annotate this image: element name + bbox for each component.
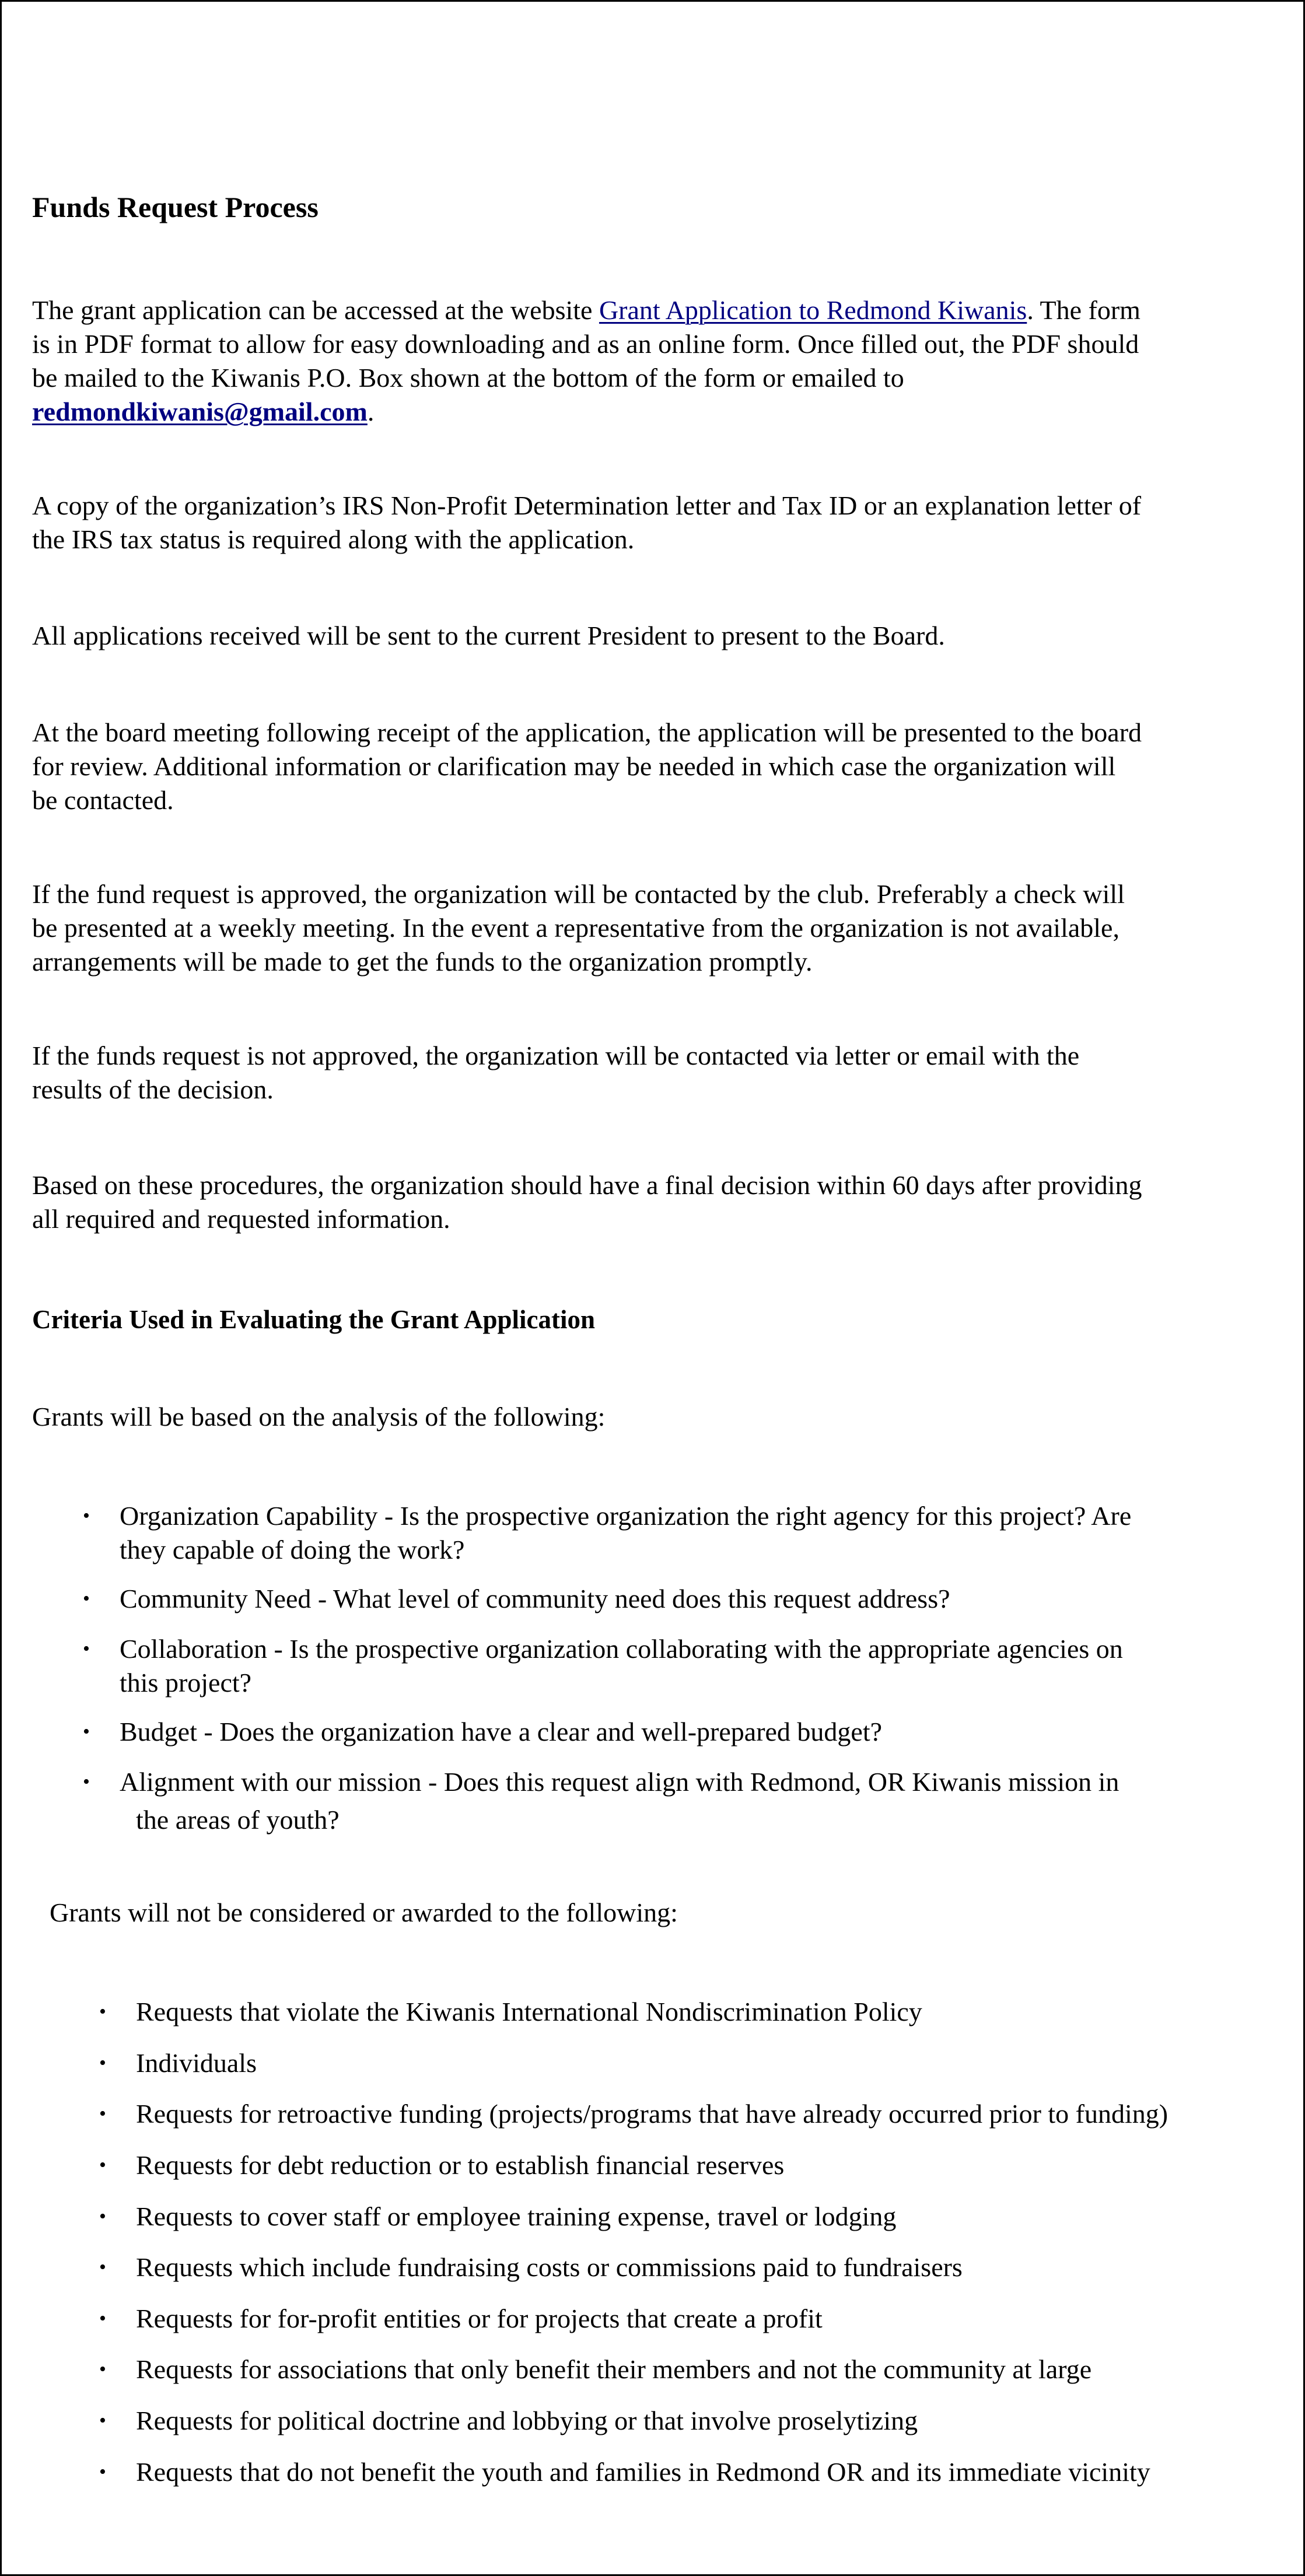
bullet-icon: • [99, 2461, 106, 2483]
paragraph-irs-letter [32, 489, 1141, 556]
bullet-icon: • [99, 2154, 106, 2176]
list-item-text: Requests for for-profit entities or for projects that create a profit [136, 2304, 823, 2333]
paragraph-line [32, 395, 1140, 429]
bullet-icon: • [83, 1505, 90, 1527]
bullet-icon: • [99, 2103, 106, 2124]
paragraph-line: If the funds request is not approved, the organization will be contacted via letter or email with the [32, 1041, 1080, 1070]
bullet-icon: • [99, 2001, 106, 2022]
list-item-text: Requests to cover staff or employee training expense, travel or lodging [136, 2202, 897, 2231]
paragraph-line: At the board meeting following receipt of the application, the application will be presented to the board [32, 718, 1142, 747]
paragraph-line: If the fund request is approved, the organization will be contacted by the club. Preferably a check will [32, 879, 1125, 909]
paragraph-line [32, 293, 1140, 327]
paragraph-line: arrangements will be made to get the funds to the organization promptly. [32, 947, 813, 977]
criteria-intro: Grants will be based on the analysis of the following: [32, 1402, 606, 1432]
paragraph-line: All applications received will be sent to the current President to present to the Board. [32, 621, 945, 650]
paragraph-line: results of the decision. [32, 1074, 274, 1104]
bullet-icon: • [99, 2308, 106, 2329]
list-item-text: they capable of doing the work? [120, 1535, 465, 1564]
list-item-text: Requests for associations that only benefit their members and not the community at large [136, 2354, 1092, 2384]
bullet-icon: • [99, 2358, 106, 2380]
list-item-text: Requests that violate the Kiwanis International Nondiscrimination Policy [136, 1997, 922, 2027]
bullet-icon: • [99, 2256, 106, 2278]
paragraph-not-approved [32, 1039, 1079, 1107]
paragraph-line: for review. Additional information or clarification may be needed in which case the organization will [32, 751, 1116, 781]
paragraph-line: Based on these procedures, the organization should have a final decision within 60 days after providing [32, 1170, 1142, 1200]
bullet-icon: • [99, 2410, 106, 2431]
bullet-icon: • [83, 1771, 90, 1793]
bullet-icon: • [83, 1638, 90, 1660]
paragraph-board-meeting [32, 716, 1142, 817]
paragraph-line: A copy of the organization’s IRS Non-Profit Determination letter and Tax ID or an explanation letter of [32, 491, 1142, 520]
paragraph-president [32, 619, 945, 653]
grant-application-link[interactable]: Grant Application to Redmond Kiwanis [599, 295, 1027, 325]
criteria-heading: Criteria Used in Evaluating the Grant Application [32, 1305, 596, 1334]
list-item-text: Requests which include fundraising costs or commissions paid to fundraisers [136, 2252, 963, 2282]
list-item-text: the areas of youth? [136, 1805, 340, 1835]
paragraph-grant-application [32, 293, 1140, 429]
text-segment: The grant application can be accessed at the website [32, 295, 599, 325]
list-item-text: this project? [120, 1668, 252, 1698]
list-item-text: Alignment with our mission - Does this request align with Redmond, OR Kiwanis mission in [120, 1767, 1119, 1797]
list-item-text: Requests for debt reduction or to establish financial reserves [136, 2150, 785, 2180]
bullet-icon: • [83, 1721, 90, 1742]
list-item-text: Budget - Does the organization have a clear and well-prepared budget? [120, 1717, 883, 1746]
email-link[interactable]: redmondkiwanis@gmail.com [32, 397, 368, 426]
list-item-text: Collaboration - Is the prospective organization collaborating with the appropriate agencies on [120, 1634, 1123, 1664]
list-item-text: Organization Capability - Is the prospective organization the right agency for this project? Are [120, 1501, 1132, 1531]
paragraph-line: be contacted. [32, 785, 174, 815]
list-item-text: Requests for retroactive funding (projects/programs that have already occurred prior to funding) [136, 2099, 1168, 2129]
text-segment: . The form [1027, 295, 1140, 325]
page-title: Funds Request Process [32, 191, 319, 223]
list-item-text: Individuals [136, 2048, 257, 2078]
paragraph-line: the IRS tax status is required along with the application. [32, 524, 635, 554]
paragraph-line: be mailed to the Kiwanis P.O. Box shown at the bottom of the form or emailed to [32, 363, 904, 393]
text-segment: . [367, 397, 375, 426]
paragraph-decision-timeline [32, 1168, 1142, 1236]
paragraph-line: all required and requested information. [32, 1204, 450, 1234]
list-item-text: Requests for political doctrine and lobbying or that involve proselytizing [136, 2406, 918, 2435]
list-item-text: Requests that do not benefit the youth and families in Redmond OR and its immediate vicinity [136, 2457, 1150, 2487]
list-item-text: Community Need - What level of community need does this request address? [120, 1584, 950, 1614]
bullet-icon: • [99, 2052, 106, 2074]
paragraph-line: is in PDF format to allow for easy downloading and as an online form. Once filled out, the PDF should [32, 329, 1139, 359]
paragraph-line: be presented at a weekly meeting. In the event a representative from the organization is not available, [32, 913, 1119, 943]
bullet-icon: • [99, 2206, 106, 2227]
paragraph-approved [32, 877, 1125, 979]
exclusions-intro: Grants will not be considered or awarded to the following: [50, 1898, 678, 1927]
bullet-icon: • [83, 1588, 90, 1609]
